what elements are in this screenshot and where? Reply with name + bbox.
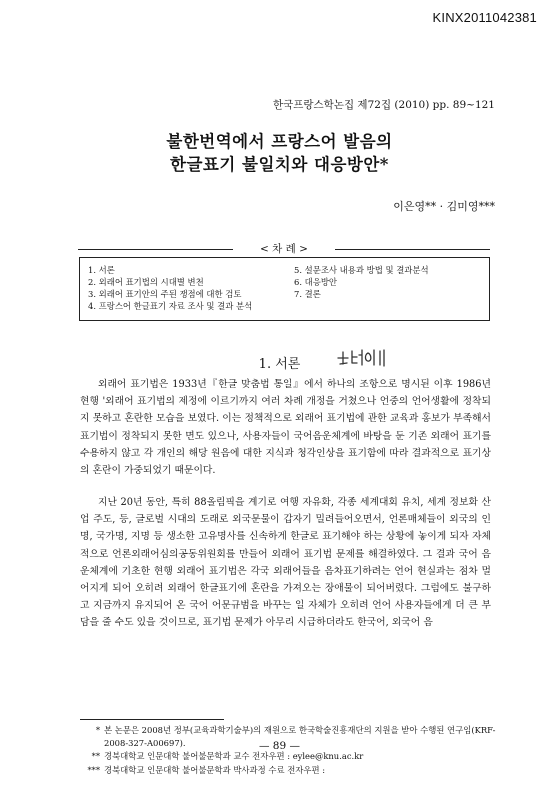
footnote-text: 경북대학교 인문대학 불어불문학과 박사과정 수료 전자우편 : bbox=[104, 764, 326, 775]
handwriting-annotation-icon bbox=[336, 346, 390, 368]
document-id: KINX2011042381 bbox=[432, 10, 537, 25]
paragraph-text: 지난 20년 동안, 특히 88올림픽을 계기로 여행 자유화, 각종 세계대회 유치, 세계 정보화 산업 주도, 등, 글로벌 시대의 도래로 외국문물이 갑자기 밀려들어오면서, 언론매체들이 외국의 인명, 국가명, 지명 등 생소한 고유명사를 신속하게 한글로 표기해야 하는 상황에 놓이게 되자 자체적으로 언론외래어심의공동위원회를 만들어 외래어 표기법 문제를 해결하였다. 그 결과 국어 음운체계에 기초한 현행 외래어 표기법은 각국 외래어들을 음차표기하려는 언어 현실과는 점차 멀어지게 되어 오히려 외래어 한글표기에 혼란을 가져오는 장애물이 되어버렸다. 그럼에도 불구하고 지금까지 유지되어 온 국어 어문규범을 바꾸는 일 자체가 오히려 언어 사용자들에게 더 큰 부담을 줄 수도 있을 것이므로, 표기법 문제가 아무리 시급하더라도 한국어, 외국어 음 bbox=[80, 497, 491, 629]
footnote bbox=[80, 764, 500, 777]
table-of-contents bbox=[79, 257, 490, 321]
toc-item: 1. 서론 bbox=[88, 265, 115, 275]
toc-item: 6. 대응방안 bbox=[294, 277, 338, 287]
toc-item: 4. 프랑스어 한글표기 자료 조사 및 결과 분석 bbox=[88, 301, 253, 311]
toc-heading-rule-right bbox=[335, 249, 490, 250]
toc-heading-label: < 차 례 > bbox=[260, 243, 308, 255]
page-number: — 89 — bbox=[258, 740, 301, 752]
footnote-mark: *** bbox=[87, 764, 100, 775]
footnote-text: 본 논문은 2008년 정부(교육과학기술부)의 재원으로 한국학술진흥재단의 지원을 받아 수행된 연구임(KRF-2008-327-A00697). bbox=[104, 725, 496, 749]
paragraph-text: 외래어 표기법은 1933년『한글 맞춤법 통일』에서 하나의 조항으로 명시된 이후 1986년 현행 '외래어 표기법의 제정에 이르기까지 여러 차례 개정을 거쳤으나 언중의 언어생활에 정착되지 못하고 혼란한 모습을 보였다. 이는 정책적으로 외래어 표기법에 관한 교육과 홍보가 부족해서 표기법이 정착되지 못한 면도 있으나, 사용자들이 국어음운체계에 바탕을 둔 기존 외래어 표기를 수용하지 않고 각 개인의 해당 원음에 대한 지식과 청각인상을 표기함에 따라 결과적으로 표기상의 혼란이 가중되었기 때문이다. bbox=[80, 379, 491, 477]
paper-title-line-1: 불한번역에서 프랑스어 발음의 bbox=[166, 132, 393, 151]
footnote-divider bbox=[80, 719, 224, 720]
footnote-mark: ** bbox=[91, 751, 100, 762]
toc-item: 5. 설문조사 내용과 방법 및 결과분석 bbox=[294, 265, 429, 275]
footnote bbox=[80, 750, 500, 763]
authors: 이은영** · 김미영*** bbox=[393, 200, 495, 213]
paper-title-line-2: 한글표기 불일치와 대응방안* bbox=[170, 155, 389, 174]
body-paragraph-2 bbox=[80, 494, 491, 632]
body-paragraph-1 bbox=[80, 376, 491, 479]
footnote-mark: * bbox=[95, 725, 100, 735]
toc-item: 2. 외래어 표기법의 시대별 변천 bbox=[88, 277, 204, 287]
toc-heading bbox=[78, 242, 490, 256]
footnote-text: 경북대학교 인문대학 불어불문학과 교수 전자우편 : eylee@knu.ac.kr bbox=[104, 751, 364, 762]
toc-left-column bbox=[88, 264, 288, 312]
toc-item: 3. 외래어 표기안의 주된 쟁점에 대한 검토 bbox=[88, 289, 242, 299]
toc-right-column bbox=[294, 264, 484, 300]
section-heading: 1. 서론 bbox=[258, 357, 301, 372]
journal-citation: 한국프랑스학논집 제72집 (2010) pp. 89~121 bbox=[272, 99, 495, 111]
toc-item: 7. 결론 bbox=[294, 289, 321, 299]
